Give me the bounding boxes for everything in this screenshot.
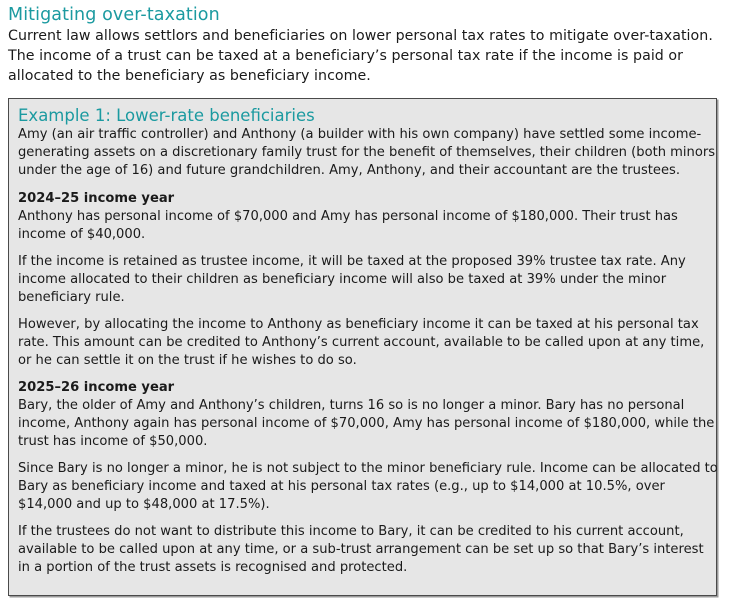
section-title: Mitigating over-taxation xyxy=(8,5,220,25)
example-title: Example 1: Lower-rate beneficiaries xyxy=(18,106,315,125)
section-intro-paragraph: Current law allows settlors and beneficiaries on lower personal tax rates to mitigate over-taxation. The income of a trust can be taxed at a beneficiary’s personal tax rate if the income is paid or allocated to the beneficiary as beneficiary income. xyxy=(8,28,713,84)
example-intro-paragraph: Amy (an air traffic controller) and Anthony (a builder with his own company) have settled some income-generating assets on a discretionary family trust for the benefit of themselves, their children (both minors under the age of 16) and future grandchildren. Amy, Anthony, and their accountant are the trustees. xyxy=(18,127,716,178)
paragraph: Anthony has personal income of $70,000 and Amy has personal income of $180,000. Their trust has income of $40,000. xyxy=(18,209,678,242)
paragraph: Bary, the older of Amy and Anthony’s children, turns 16 so is no longer a minor. Bary has no personal income, Anthony again has personal income of $70,000, Amy has personal income of $180,000, while the trust has income of $50,000. xyxy=(18,398,715,449)
paragraph: If the income is retained as trustee income, it will be taxed at the proposed 39% trustee tax rate. Any income allocated to their children as beneficiary income will also be taxed at 39% under the minor beneficiary rule. xyxy=(18,254,686,305)
paragraph: If the trustees do not want to distribute this income to Bary, it can be credited to his current account, available to be called upon at any time, or a sub-trust arrangement can be set up so that Bary’s interest in a portion of the trust assets is recognised and protected. xyxy=(18,524,704,575)
paragraph: Since Bary is no longer a minor, he is not subject to the minor beneficiary rule. Income can be allocated to Bary as beneficiary income and taxed at his personal tax rates (e.g., up to $14,000 at 10.5%, over $14,000 and up to $48,000 at 17.5%). xyxy=(18,461,718,512)
year-heading: 2024–25 income year xyxy=(18,191,175,206)
example-box xyxy=(8,98,717,596)
year-heading: 2025–26 income year xyxy=(18,380,175,395)
year-section-2024-25 xyxy=(18,190,716,370)
paragraph: However, by allocating the income to Anthony as beneficiary income it can be taxed at his personal tax rate. This amount can be credited to Anthony’s current account, available to be called upon at any time, or he can settle it on the trust if he wishes to do so. xyxy=(18,317,705,368)
year-section-2025-26 xyxy=(18,379,716,577)
document-page xyxy=(8,4,730,575)
